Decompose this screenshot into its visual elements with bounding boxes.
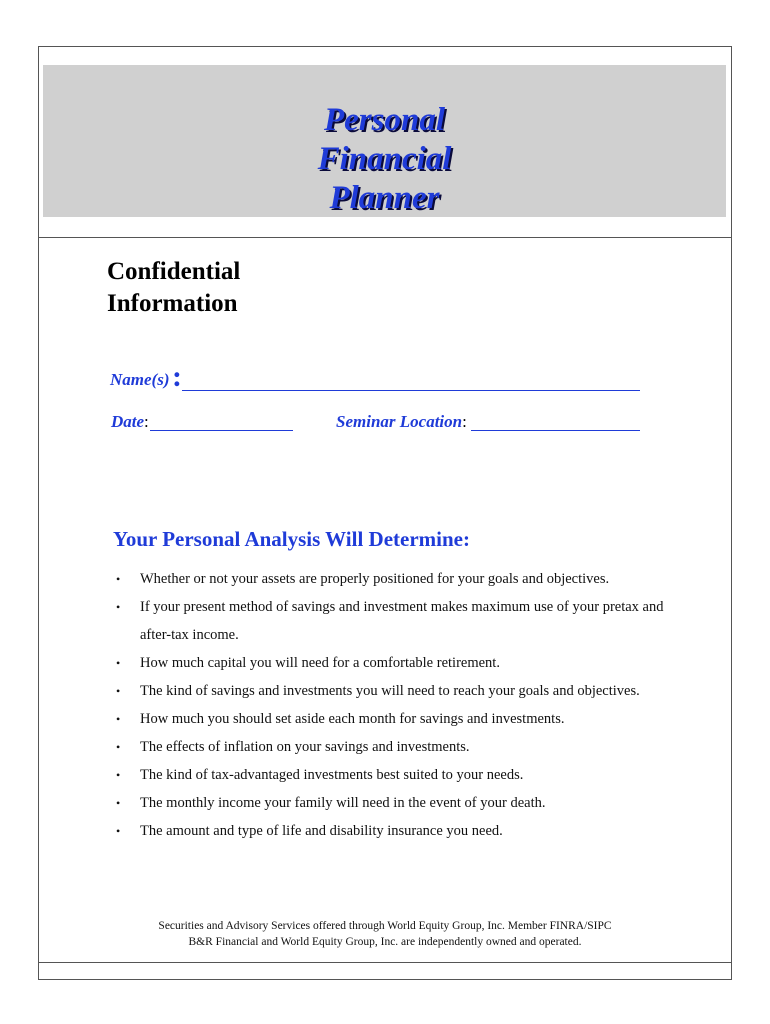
list-item-text: The effects of inflation on your savings and investments. [140, 739, 470, 755]
list-item [114, 649, 694, 677]
names-field[interactable] [182, 390, 640, 391]
names-colon: : [172, 360, 182, 393]
date-label-wrap [111, 412, 149, 432]
list-item-text: The kind of savings and investments you will need to reach your goals and objectives. [140, 683, 640, 699]
document-title [43, 101, 726, 218]
list-item [114, 677, 694, 705]
title-panel [43, 65, 726, 217]
footer-line-2: B&R Financial and World Equity Group, Inc. are independently owned and operated. [188, 936, 582, 948]
location-label: Seminar Location [336, 412, 463, 431]
bullet-icon: • [116, 740, 121, 754]
bullet-icon: • [116, 824, 121, 838]
list-item [114, 817, 694, 845]
title-line-3: Planner [329, 180, 440, 216]
list-item [114, 761, 694, 789]
bullet-icon: • [116, 656, 121, 670]
date-colon: : [144, 412, 149, 431]
location-colon: : [462, 412, 467, 431]
bullet-icon: • [116, 712, 121, 726]
disclosure-footer [38, 918, 732, 950]
list-item [114, 789, 694, 817]
list-item-text: The amount and type of life and disability insurance you need. [140, 823, 503, 839]
date-field[interactable] [150, 430, 293, 431]
confidential-line-2: Information [107, 290, 238, 317]
location-label-wrap [336, 412, 467, 432]
analysis-heading: Your Personal Analysis Will Determine: [113, 527, 470, 551]
bullet-icon: • [116, 684, 121, 698]
confidential-line-1: Confidential [107, 258, 241, 285]
list-item [114, 733, 694, 761]
analysis-list [114, 565, 694, 845]
bullet-icon: • [116, 796, 121, 810]
list-item-text: The kind of tax-advantaged investments best suited to your needs. [140, 767, 524, 783]
bullet-icon: • [116, 768, 121, 782]
list-item [114, 593, 694, 649]
footer-line-1: Securities and Advisory Services offered through World Equity Group, Inc. Member FINRA/SIPC [158, 920, 612, 932]
list-item-text: How much you should set aside each month for savings and investments. [140, 711, 565, 727]
list-item-text: If your present method of savings and investment makes maximum use of your pretax and after-tax income. [140, 599, 664, 643]
bullet-icon: • [116, 572, 121, 586]
list-item [114, 565, 694, 593]
title-line-1: Personal [323, 102, 445, 138]
list-item-text: The monthly income your family will need in the event of your death. [140, 795, 546, 811]
title-line-2: Financial [317, 141, 452, 177]
header-divider [38, 237, 732, 238]
names-label: Name(s) [110, 370, 170, 389]
confidential-heading [107, 256, 240, 320]
location-field[interactable] [471, 430, 640, 431]
bullet-icon: • [116, 600, 121, 614]
date-label: Date [111, 412, 145, 431]
list-item-text: How much capital you will need for a comfortable retirement. [140, 655, 500, 671]
list-item-text: Whether or not your assets are properly positioned for your goals and objectives. [140, 571, 610, 587]
footer-divider [38, 962, 732, 963]
list-item [114, 705, 694, 733]
